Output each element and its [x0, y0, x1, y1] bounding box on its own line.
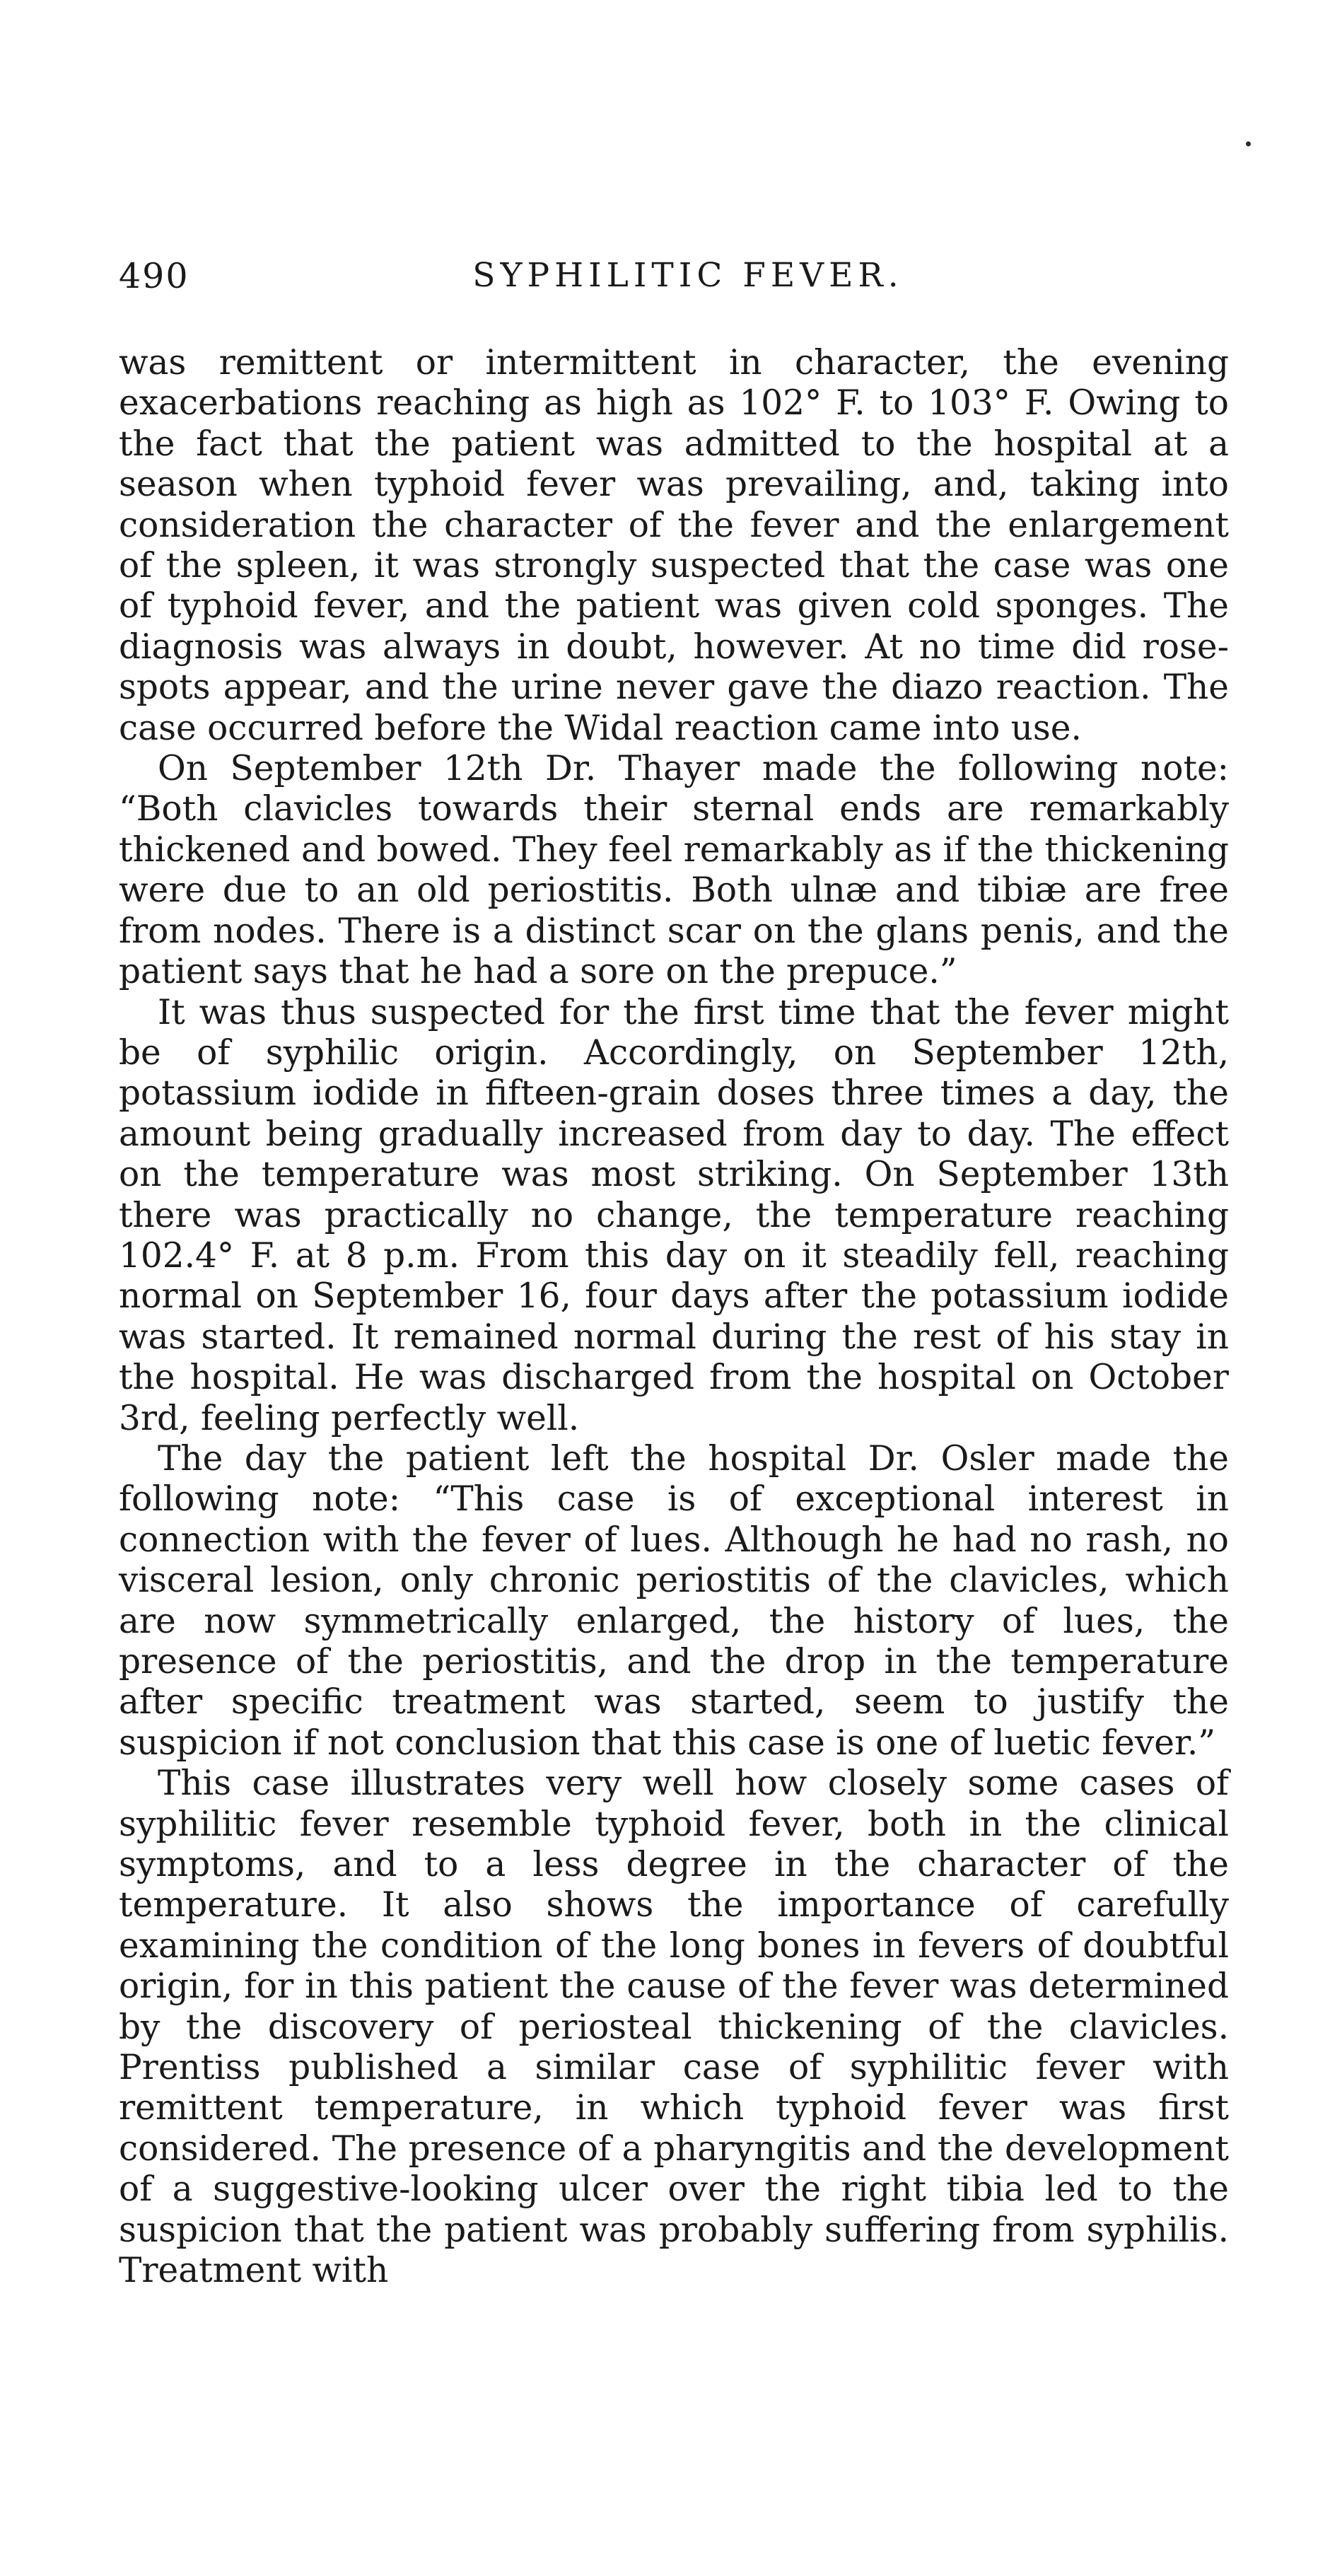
page-number: 490: [119, 256, 189, 296]
running-title: SYPHILITIC FEVER.: [472, 256, 904, 295]
paragraph-treatment: It was thus suspected for the first time that the fever might be of syphilic origin. Accordingly, on September 12th, potassium iodide in fifteen-grain doses three times a day, the amount being gradually increased from day to day. The effect on the temperature was most striking. On September 13th there was practically no change, the temperature reaching 102.4° F. at 8 p.m. From this day on it steadily fell, reaching normal on September 16, four days after the potassium iodide was started. It remained normal during the rest of his stay in the hospital. He was discharged from the hospital on October 3rd, feeling perfectly well.: [119, 992, 1229, 1438]
stray-ink-mark: [1246, 141, 1251, 146]
body-text: [119, 343, 1229, 2292]
running-head: [119, 256, 1229, 305]
paragraph-thayer-note: On September 12th Dr. Thayer made the following note: “Both clavicles towards their sternal ends are remarkably thickened and bowed. They feel remarkably as if the thickening were due to an old periostitis. Both ulnæ and tibiæ are free from nodes. There is a distinct scar on the glans penis, and the patient says that he had a sore on the prepuce.”: [119, 749, 1229, 992]
paragraph-continued: was remittent or intermittent in character, the evening exacerbations reaching as high as 102° F. to 103° F. Owing to the fact that the patient was admitted to the hospital at a season when typhoid fever was prevailing, and, taking into consideration the character of the fever and the enlargement of the spleen, it was strongly suspected that the case was one of typhoid fever, and the patient was given cold sponges. The diagnosis was always in doubt, however. At no time did rose-spots appear, and the urine never gave the diazo reaction. The case occurred before the Widal reaction came into use.: [119, 343, 1229, 748]
paragraph-discussion: This case illustrates very well how closely some cases of syphilitic fever resemble typhoid fever, both in the clinical symptoms, and to a less degree in the character of the temperature. It also shows the importance of carefully examining the condition of the long bones in fevers of doubtful origin, for in this patient the cause of the fever was determined by the discovery of periosteal thickening of the clavicles. Prentiss published a similar case of syphilitic fever with remittent temperature, in which typhoid fever was first considered. The presence of a pharyngitis and the development of a suggestive-looking ulcer over the right tibia led to the suspicion that the patient was probably suffering from syphilis. Treatment with: [119, 1764, 1229, 2291]
paragraph-osler-note: The day the patient left the hospital Dr. Osler made the following note: “This case is of exceptional interest in connection with the fever of lues. Although he had no rash, no visceral lesion, only chronic periostitis of the clavicles, which are now symmetrically enlarged, the history of lues, the presence of the periostitis, and the drop in the temperature after specific treatment was started, seem to justify the suspicion if not conclusion that this case is one of luetic fever.”: [119, 1438, 1229, 1763]
